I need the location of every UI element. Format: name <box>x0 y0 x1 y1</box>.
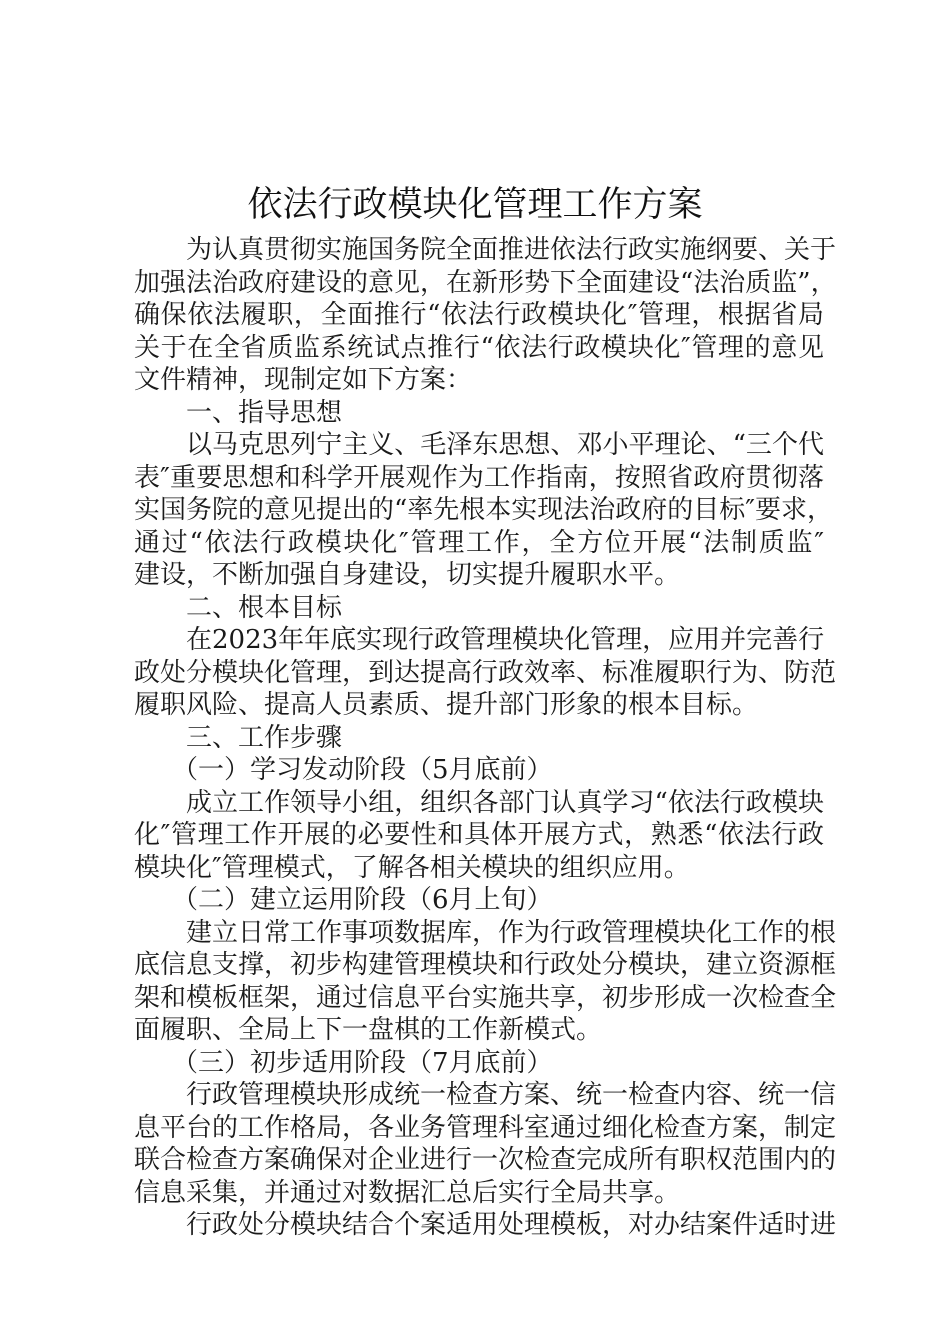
text-line: 架和模板框架，通过信息平台实施共享，初步形成一次检查全 <box>134 982 837 1013</box>
text-line: 建设，不断加强自身建设，切实提升履职水平。 <box>134 560 681 590</box>
text-line: 联合检查方案确保对企业进行一次检查完成所有职权范围内的 <box>134 1145 837 1175</box>
text-line: 面履职、全局上下一盘棋的工作新模式。 <box>134 1015 603 1045</box>
text-line: 化″管理工作开展的必要性和具体开展方式，熟悉“依法行政 <box>134 820 824 850</box>
text-line: 成立工作领导小组，组织各部门认真学习“依法行政模块 <box>186 787 824 818</box>
text-line: （二）建立运用阶段（6月上旬） <box>172 885 553 915</box>
text-line: 加强法治政府建设的意见，在新形势下全面建设“法治质监”， <box>134 267 837 298</box>
text-line: 信息采集，并通过对数据汇总后实行全局共享。 <box>134 1177 681 1208</box>
text-line: 以马克思列宁主义、毛泽东思想、邓小平理论、“三个代 <box>186 430 824 460</box>
text-line: 实国务院的意见提出的“率先根本实现法治政府的目标″要求， <box>134 495 834 525</box>
document-body <box>134 234 837 1242</box>
text-line: 三、工作步骤 <box>186 722 343 753</box>
text-line: 二、根本目标 <box>186 592 343 623</box>
text-line: 确保依法履职，全面推行“依法行政模块化″管理，根据省局 <box>134 300 824 330</box>
text-line: （一）学习发动阶段（5月底前） <box>172 755 553 785</box>
text-line: 关于在全省质监系统试点推行“依法行政模块化″管理的意见 <box>134 332 824 363</box>
text-line: 建立日常工作事项数据库，作为行政管理模块化工作的根 <box>186 917 837 948</box>
text-line: 为认真贯彻实施国务院全面推进依法行政实施纲要、关于 <box>186 235 837 265</box>
text-line: 政处分模块化管理，到达提高行政效率、标准履职行为、防范 <box>134 657 837 688</box>
text-line: 在2023年年底实现行政管理模块化管理，应用并完善行 <box>186 625 825 655</box>
text-line: 一、指导思想 <box>186 397 343 428</box>
text-line: 通过“依法行政模块化″管理工作，全方位开展“法制质监″ <box>134 527 824 558</box>
text-line: 行政处分模块结合个案适用处理模板，对办结案件适时进 <box>186 1210 837 1240</box>
text-line: 履职风险、提高人员素质、提升部门形象的根本目标。 <box>134 690 759 720</box>
text-line: 表″重要思想和科学开展观作为工作指南，按照省政府贯彻落 <box>134 462 824 493</box>
text-line: 文件精神，现制定如下方案： <box>134 365 473 395</box>
text-line: （三）初步适用阶段（7月底前） <box>172 1047 553 1078</box>
text-line: 息平台的工作格局，各业务管理科室通过细化检查方案，制定 <box>134 1112 837 1143</box>
text-line: 模块化″管理模式，了解各相关模块的组织应用。 <box>134 852 690 883</box>
text-line: 底信息支撑，初步构建管理模块和行政处分模块，建立资源框 <box>134 950 837 980</box>
text-line: 行政管理模块形成统一检查方案、统一检查内容、统一信 <box>186 1080 837 1110</box>
document-title: 依法行政模块化管理工作方案 <box>247 185 703 225</box>
